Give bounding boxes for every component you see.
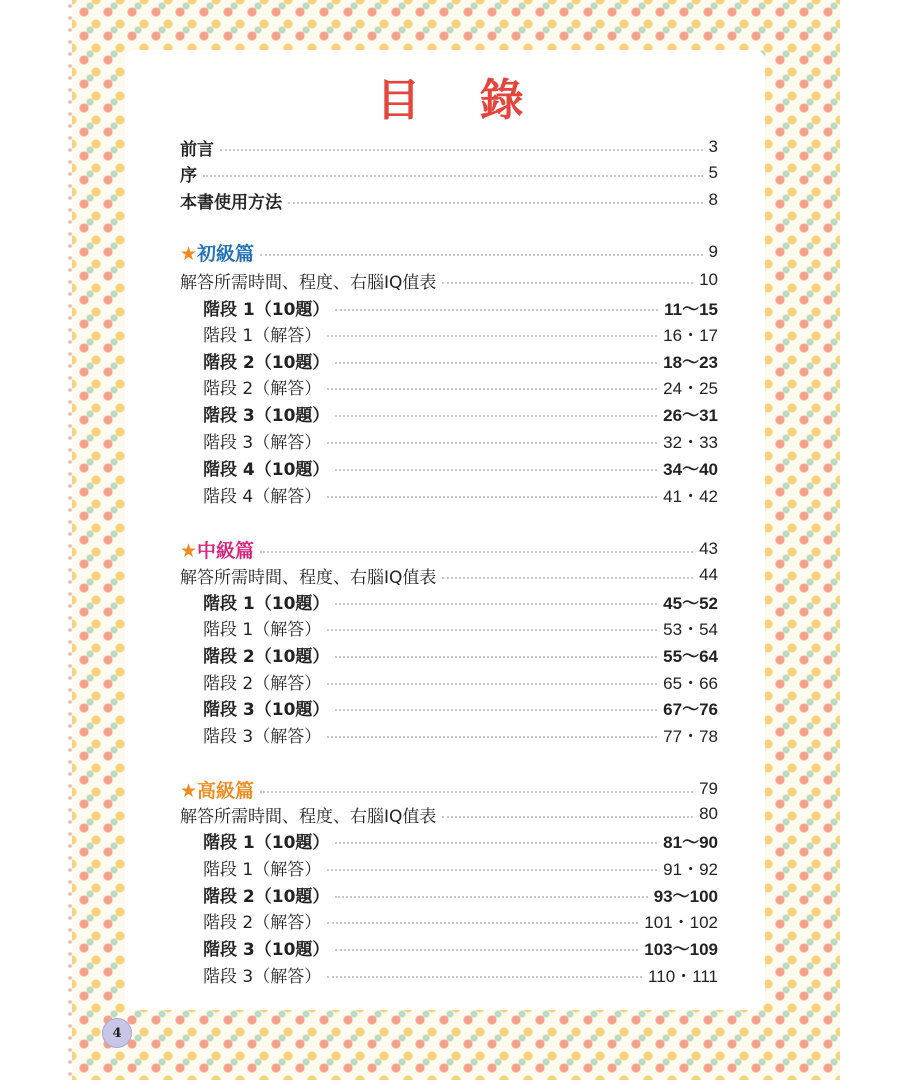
toc-entry-page: 65・66 bbox=[663, 673, 718, 693]
toc-entry-page: 81〜90 bbox=[663, 832, 718, 852]
toc-entry[interactable] bbox=[203, 347, 718, 373]
toc-entry-page: 77・78 bbox=[663, 726, 718, 746]
leader-dots bbox=[335, 469, 657, 471]
toc-entry-label: 階段 4（10題） bbox=[203, 459, 330, 480]
leader-dots bbox=[260, 254, 702, 256]
leader-dots bbox=[220, 149, 703, 151]
toc-entry[interactable] bbox=[203, 454, 718, 480]
toc-entry[interactable] bbox=[203, 641, 718, 667]
leader-dots bbox=[288, 202, 703, 204]
section-title: ★高級篇 bbox=[180, 779, 255, 802]
toc-entry-label: 階段 2（解答） bbox=[203, 378, 322, 399]
toc-entry-label: 階段 1（解答） bbox=[203, 325, 322, 346]
toc-entry[interactable] bbox=[203, 907, 718, 933]
leader-dots bbox=[327, 736, 657, 738]
section-title: ★中級篇 bbox=[180, 539, 255, 562]
toc-entry-label: 階段 1（10題） bbox=[203, 593, 330, 614]
toc-entry-label: 階段 3（解答） bbox=[203, 432, 322, 453]
toc-entry-page: 5 bbox=[708, 163, 718, 182]
toc-entry[interactable] bbox=[203, 694, 718, 720]
toc-entry-page: 24・25 bbox=[663, 378, 718, 398]
leader-dots bbox=[327, 496, 657, 498]
leader-dots bbox=[327, 869, 657, 871]
toc-entry-page: 43 bbox=[699, 539, 718, 558]
leader-dots bbox=[335, 896, 647, 898]
page-title: 目 錄 bbox=[376, 75, 546, 126]
toc-entry-page: 11〜15 bbox=[664, 299, 718, 319]
toc-entry[interactable] bbox=[203, 320, 718, 346]
toc-entry[interactable] bbox=[203, 721, 718, 747]
toc-entry[interactable] bbox=[203, 961, 718, 987]
toc-entry-page: 45〜52 bbox=[663, 593, 718, 613]
toc-entry[interactable] bbox=[203, 854, 718, 880]
toc-entry[interactable] bbox=[203, 427, 718, 453]
leader-dots bbox=[327, 388, 657, 390]
toc-entry[interactable] bbox=[203, 881, 718, 907]
leader-dots bbox=[335, 362, 657, 364]
toc-entry-page: 91・92 bbox=[663, 859, 718, 879]
leader-dots bbox=[335, 415, 657, 417]
toc-entry-page: 103〜109 bbox=[644, 939, 718, 959]
toc-entry-label: 階段 2（10題） bbox=[203, 886, 330, 907]
leader-dots bbox=[327, 335, 657, 337]
toc-entry-label: 解答所需時間、程度、右腦IQ值表 bbox=[180, 272, 437, 293]
toc-entry-label: 階段 4（解答） bbox=[203, 486, 322, 507]
toc-entry-label: 階段 3（10題） bbox=[203, 405, 330, 426]
toc-entry-page: 32・33 bbox=[663, 432, 718, 452]
section-heading-beginner[interactable] bbox=[180, 239, 718, 265]
section-heading-advanced[interactable] bbox=[180, 776, 718, 802]
toc-entry-page: 101・102 bbox=[644, 912, 718, 932]
toc-entry-label: 階段 2（10題） bbox=[203, 352, 330, 373]
toc-entry-page: 67〜76 bbox=[663, 699, 718, 719]
star-icon: ★ bbox=[180, 242, 198, 265]
toc-entry-page: 9 bbox=[708, 242, 718, 261]
toc-entry-page: 80 bbox=[699, 804, 718, 823]
toc-entry-label: 階段 3（10題） bbox=[203, 939, 330, 960]
toc-entry-label: 階段 2（10題） bbox=[203, 646, 330, 667]
toc-entry-label: 本書使用方法 bbox=[180, 192, 282, 213]
toc-entry-page: 10 bbox=[699, 270, 718, 289]
toc-entry-label: 階段 2（解答） bbox=[203, 673, 322, 694]
leader-dots bbox=[327, 442, 657, 444]
leader-dots bbox=[260, 791, 693, 793]
toc-entry-page: 41・42 bbox=[663, 486, 718, 506]
toc-entry-page: 18〜23 bbox=[663, 352, 718, 372]
page-edge bbox=[68, 0, 72, 1080]
toc-entry[interactable] bbox=[203, 588, 718, 614]
section-title: ★初級篇 bbox=[180, 242, 255, 265]
leader-dots bbox=[335, 709, 657, 711]
toc-entry-label: 階段 1（10題） bbox=[203, 832, 330, 853]
toc-entry[interactable] bbox=[180, 134, 718, 160]
toc-entry-page: 79 bbox=[699, 779, 718, 798]
toc-entry-page: 55〜64 bbox=[663, 646, 718, 666]
leader-dots bbox=[327, 976, 642, 978]
page-number-badge: 4 bbox=[102, 1018, 132, 1048]
toc-entry-label: 階段 3（解答） bbox=[203, 726, 322, 747]
leader-dots bbox=[442, 577, 693, 579]
toc-entry-label: 解答所需時間、程度、右腦IQ值表 bbox=[180, 567, 437, 588]
toc-entry-label: 解答所需時間、程度、右腦IQ值表 bbox=[180, 806, 437, 827]
toc-entry-label: 階段 2（解答） bbox=[203, 912, 322, 933]
star-icon: ★ bbox=[180, 779, 198, 802]
leader-dots bbox=[327, 683, 657, 685]
toc-entry-page: 16・17 bbox=[663, 325, 718, 345]
toc-entry-label: 階段 3（解答） bbox=[203, 966, 322, 987]
toc-entry-label: 階段 1（解答） bbox=[203, 859, 322, 880]
toc-entry-page: 53・54 bbox=[663, 619, 718, 639]
toc-entry[interactable] bbox=[180, 801, 718, 827]
leader-dots bbox=[335, 309, 658, 311]
toc-entry-page: 110・111 bbox=[648, 966, 718, 986]
toc-entry[interactable] bbox=[203, 373, 718, 399]
leader-dots bbox=[335, 603, 657, 605]
toc-entry-page: 93〜100 bbox=[653, 886, 718, 906]
leader-dots bbox=[335, 842, 657, 844]
toc-entry[interactable] bbox=[203, 614, 718, 640]
toc-entry[interactable] bbox=[180, 160, 718, 186]
toc-entry-label: 前言 bbox=[180, 139, 214, 160]
leader-dots bbox=[442, 816, 693, 818]
star-icon: ★ bbox=[180, 539, 198, 562]
toc-entry[interactable] bbox=[203, 934, 718, 960]
toc-entry-label: 階段 3（10題） bbox=[203, 699, 330, 720]
toc-entry[interactable] bbox=[180, 187, 718, 213]
toc-entry-page: 44 bbox=[699, 565, 718, 584]
leader-dots bbox=[327, 629, 657, 631]
leader-dots bbox=[335, 949, 638, 951]
leader-dots bbox=[203, 175, 703, 177]
toc-entry-page: 3 bbox=[708, 137, 718, 156]
toc-entry-label: 階段 1（10題） bbox=[203, 299, 330, 320]
toc-entry[interactable] bbox=[180, 562, 718, 588]
leader-dots bbox=[442, 282, 693, 284]
section-heading-intermediate[interactable] bbox=[180, 536, 718, 562]
toc-entry-label: 階段 1（解答） bbox=[203, 619, 322, 640]
toc-entry[interactable] bbox=[203, 400, 718, 426]
toc-entry[interactable] bbox=[203, 827, 718, 853]
leader-dots bbox=[335, 656, 657, 658]
leader-dots bbox=[327, 922, 638, 924]
toc-entry[interactable] bbox=[203, 294, 718, 320]
toc-entry[interactable] bbox=[203, 668, 718, 694]
toc-entry-label: 序 bbox=[180, 165, 197, 186]
toc-entry-page: 8 bbox=[708, 190, 718, 209]
toc-entry-page: 26〜31 bbox=[663, 405, 718, 425]
toc-entry[interactable] bbox=[203, 481, 718, 507]
toc-entry[interactable] bbox=[180, 267, 718, 293]
leader-dots bbox=[260, 551, 693, 553]
toc-entry-page: 34〜40 bbox=[663, 459, 718, 479]
